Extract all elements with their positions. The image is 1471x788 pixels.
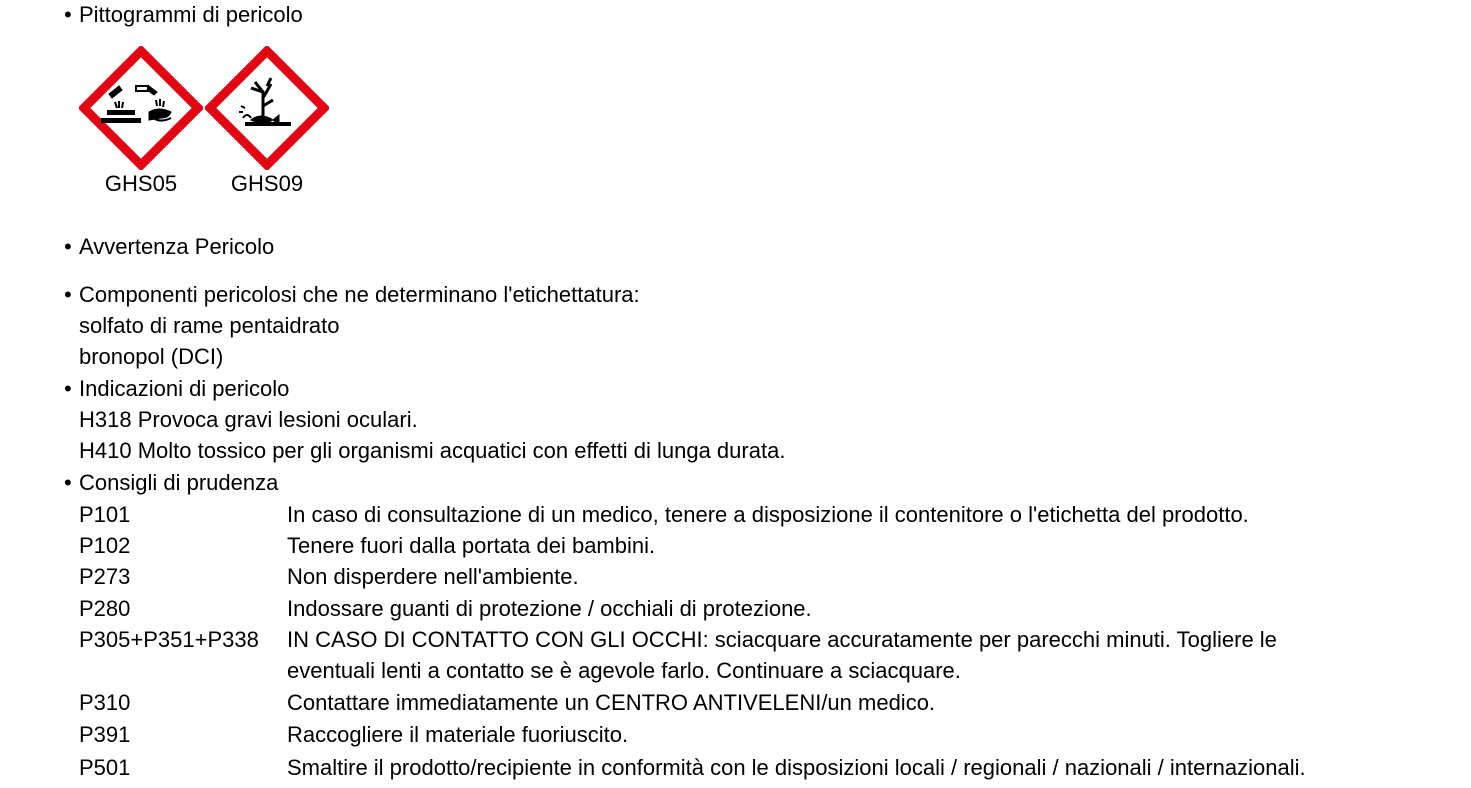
hazard-heading: • Indicazioni di pericolo <box>64 376 290 401</box>
component-item: solfato di rame pentaidrato <box>79 313 340 338</box>
bullet: • <box>64 282 72 307</box>
component-item: bronopol (DCI) <box>79 344 224 369</box>
precaution-code: P273 <box>79 564 131 589</box>
precaution-text: eventuali lenti a contatto se è agevole farlo. Continuare a sciacquare. <box>287 658 961 683</box>
precaution-code: P280 <box>79 596 131 621</box>
precaution-code: P305+P351+P338 <box>79 627 259 652</box>
bullet: • <box>64 376 72 401</box>
precaution-code: P310 <box>79 690 131 715</box>
precaution-code: P101 <box>79 502 131 527</box>
bullet: • <box>64 470 72 495</box>
precaution-text: Raccogliere il materiale fuoriuscito. <box>287 722 629 747</box>
bullet: • <box>64 234 72 259</box>
precaution-code: P501 <box>79 755 131 780</box>
pictogram-code: GHS09 <box>230 171 304 196</box>
precaution-text: IN CASO DI CONTATTO CON GLI OCCHI: sciacquare accuratamente per parecchi minuti. Togliere le <box>287 627 1277 652</box>
environment-icon <box>205 46 329 170</box>
bullet: • <box>64 2 72 27</box>
hazard-item: H318 Provoca gravi lesioni oculari. <box>79 407 418 432</box>
components-heading: • Componenti pericolosi che ne determinano l'etichettatura: <box>64 282 640 307</box>
hazard-item: H410 Molto tossico per gli organismi acquatici con effetti di lunga durata. <box>79 438 786 463</box>
precaution-code: P102 <box>79 533 131 558</box>
precaution-text: Contattare immediatamente un CENTRO ANTIVELENI/un medico. <box>287 690 936 715</box>
corrosion-icon <box>79 46 203 170</box>
precaution-text: In caso di consultazione di un medico, tenere a disposizione il contenitore o l'etichetta del prodotto. <box>287 502 1249 527</box>
precaution-text: Tenere fuori dalla portata dei bambini. <box>287 533 656 558</box>
precaution-text: Smaltire il prodotto/recipiente in conformità con le disposizioni locali / regionali / nazionali / internazionali. <box>287 755 1306 780</box>
signal-word: • Avvertenza Pericolo <box>64 234 275 259</box>
pictograms-heading: • Pittogrammi di pericolo <box>64 2 303 27</box>
precautions-heading: • Consigli di prudenza <box>64 470 279 495</box>
precaution-text: Indossare guanti di protezione / occhiali di protezione. <box>287 596 812 621</box>
pictogram-code: GHS05 <box>104 171 178 196</box>
precaution-code: P391 <box>79 722 131 747</box>
precaution-text: Non disperdere nell'ambiente. <box>287 564 579 589</box>
